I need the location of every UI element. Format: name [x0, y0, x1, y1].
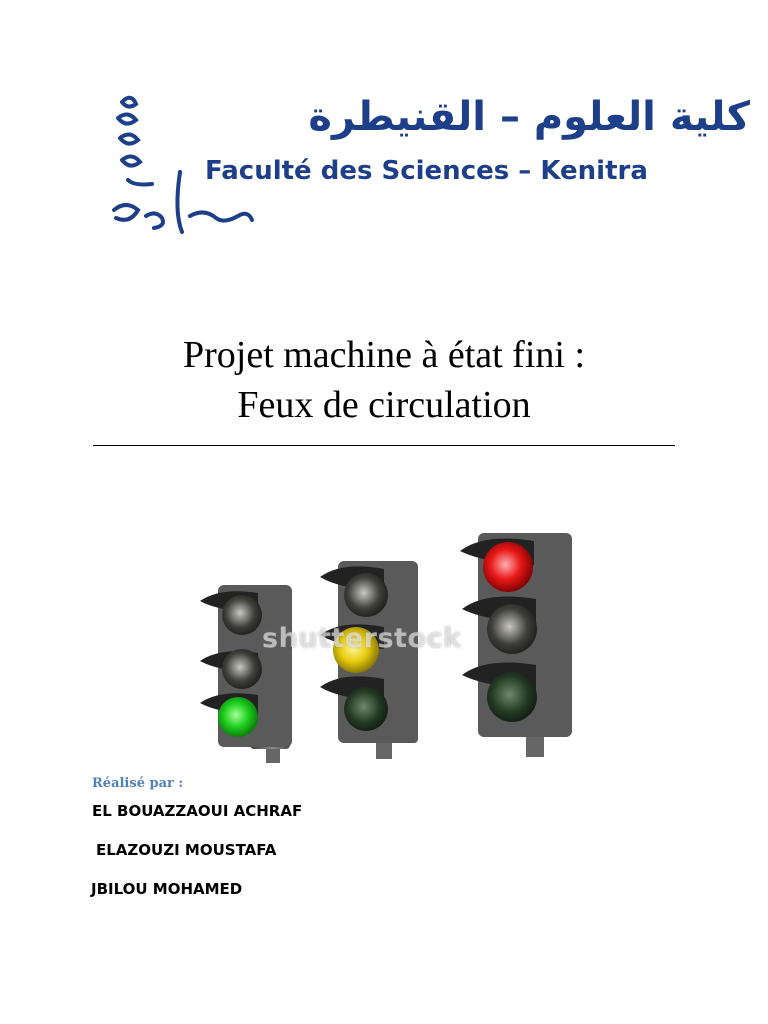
author-3: JBILOU MOHAMED	[91, 880, 243, 898]
traffic-light-yellow	[320, 561, 418, 759]
title-line-2: Feux de circulation	[237, 384, 531, 426]
author-1: EL BOUAZZAOUI ACHRAF	[92, 802, 303, 820]
faculty-name: Faculté des Sciences – Kenitra	[205, 156, 648, 186]
traffic-light-red	[460, 533, 572, 757]
authors-label: Réalisé par :	[92, 776, 184, 791]
image-watermark: shutterstock	[262, 623, 462, 654]
faculty-arabic-name: كلية العلوم – القنيطرة	[308, 94, 750, 140]
traffic-light-green	[200, 585, 292, 763]
title-divider	[93, 445, 675, 446]
document-title	[0, 330, 768, 430]
faculty-logo	[110, 88, 750, 248]
author-2: ELAZOUZI MOUSTAFA	[96, 841, 277, 859]
title-line-1: Projet machine à état fini :	[182, 334, 586, 376]
